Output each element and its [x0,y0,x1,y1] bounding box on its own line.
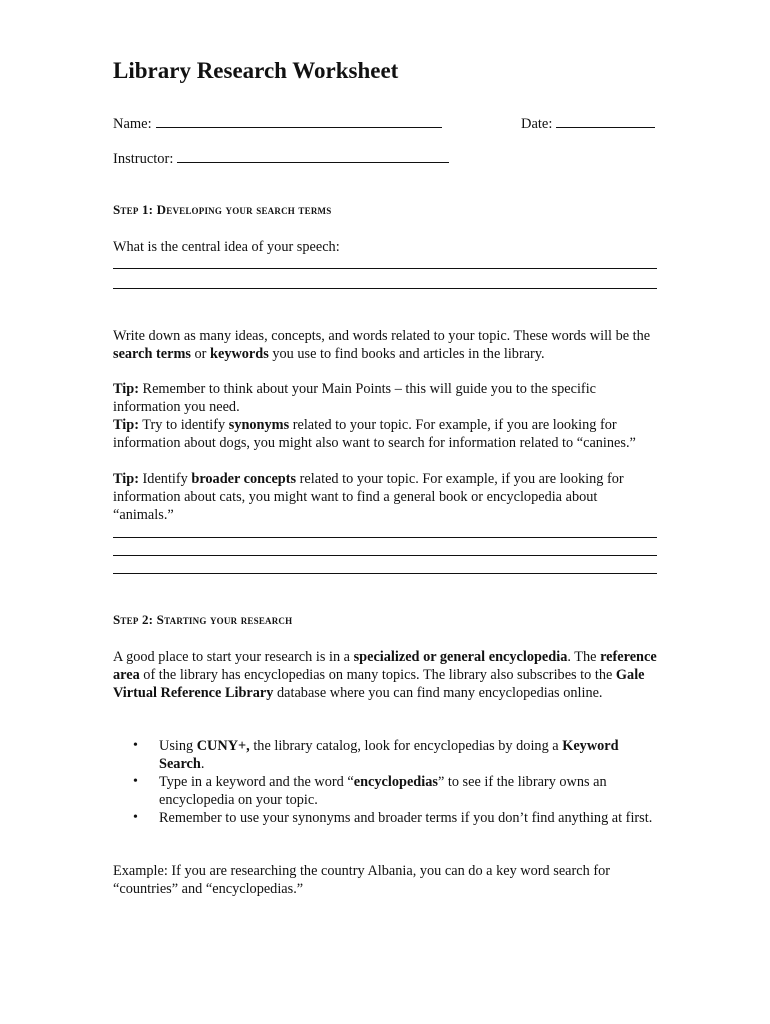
encyclopedias-term: encyclopedias [353,774,438,790]
instructor-label: Instructor: [113,151,174,167]
b2-text-a: Type in a keyword and the word “ [159,774,354,790]
p1-text-a: A good place to start your research is in a [113,649,354,665]
date-label: Date: [521,116,553,132]
b2-text-c: ” to see if the library owns an encyclopedia on your topic. [159,774,607,808]
broader-concepts-term: broader concepts [191,471,297,487]
p1-text-c: . The [567,649,601,665]
p1-text-g: database where you can find many encyclopedias online. [273,685,603,701]
step1-intro [113,327,658,363]
instructor-field [113,148,449,168]
b1-text-e: . [200,756,205,772]
tip-label: Tip: [113,381,139,397]
name-field [113,113,442,133]
tip-1 [113,380,658,416]
list-item [113,737,658,773]
name-blank-line[interactable] [156,113,442,128]
tip-3-text-a: Identify [138,471,192,487]
step1-heading: Step 1: Developing your search terms [113,202,332,217]
bullet-icon: • [133,738,138,753]
answer-line-5[interactable] [113,573,657,574]
bullet-icon: • [133,810,138,825]
answer-line-3[interactable] [113,537,657,538]
step1-question: What is the central idea of your speech: [113,239,340,255]
search-terms-term: search terms [113,346,191,362]
page-title: Library Research Worksheet [113,58,399,83]
gale-library-term: Gale Virtual Reference Library [113,667,645,701]
tip-label: Tip: [113,471,139,487]
cuny-plus-term: CUNY+, [196,738,250,754]
example-paragraph: Example: If you are researching the country Albania, you can do a key word search for “countries” and “encyclopedias.” [113,863,611,897]
list-item [113,773,658,809]
tip-3-text-c: related to your topic. For example, if you are looking for information about cats, you might want to find a general book or encyclopedia about “animals.” [113,471,624,523]
tip-2-text-c: related to your topic. For example, if you are looking for information about dogs, you might also want to search for information related to “canines.” [113,417,636,451]
intro-text-a: Write down as many ideas, concepts, and words related to your topic. These words will be the [113,328,651,344]
list-item [113,809,658,827]
step2-heading: Step 2: Starting your research [113,612,293,627]
b1-text-c: the library catalog, look for encyclopedias by doing a [249,738,563,754]
answer-line-4[interactable] [113,555,657,556]
tip-2 [113,416,658,452]
research-tips-list [113,737,658,827]
reference-area-term: reference area [113,649,657,683]
date-field [521,113,655,133]
name-label: Name: [113,116,152,132]
instructor-blank-line[interactable] [177,148,449,163]
answer-line-2[interactable] [113,288,657,289]
keyword-search-term: Keyword Search [159,738,619,772]
tip-2-text-a: Try to identify [138,417,229,433]
tip-1-text: Remember to think about your Main Points – this will guide you to the specific information you need. [113,381,597,415]
date-blank-line[interactable] [556,113,655,128]
bullet-icon: • [133,774,138,789]
answer-line-1[interactable] [113,268,657,269]
step2-intro [113,648,658,702]
encyclopedia-term: specialized or general encyclopedia [353,649,568,665]
p1-text-e: of the library has encyclopedias on many topics. The library also subscribes to the [139,667,616,683]
intro-text-d: you use to find books and articles in the library. [268,346,545,362]
synonyms-term: synonyms [228,417,290,433]
tip-3 [113,470,658,524]
intro-text-c: or [190,346,211,362]
keywords-term: keywords [210,346,269,362]
b1-text-a: Using [159,738,197,754]
tip-label: Tip: [113,417,139,433]
b3-text: Remember to use your synonyms and broader terms if you don’t find anything at first. [159,810,653,826]
